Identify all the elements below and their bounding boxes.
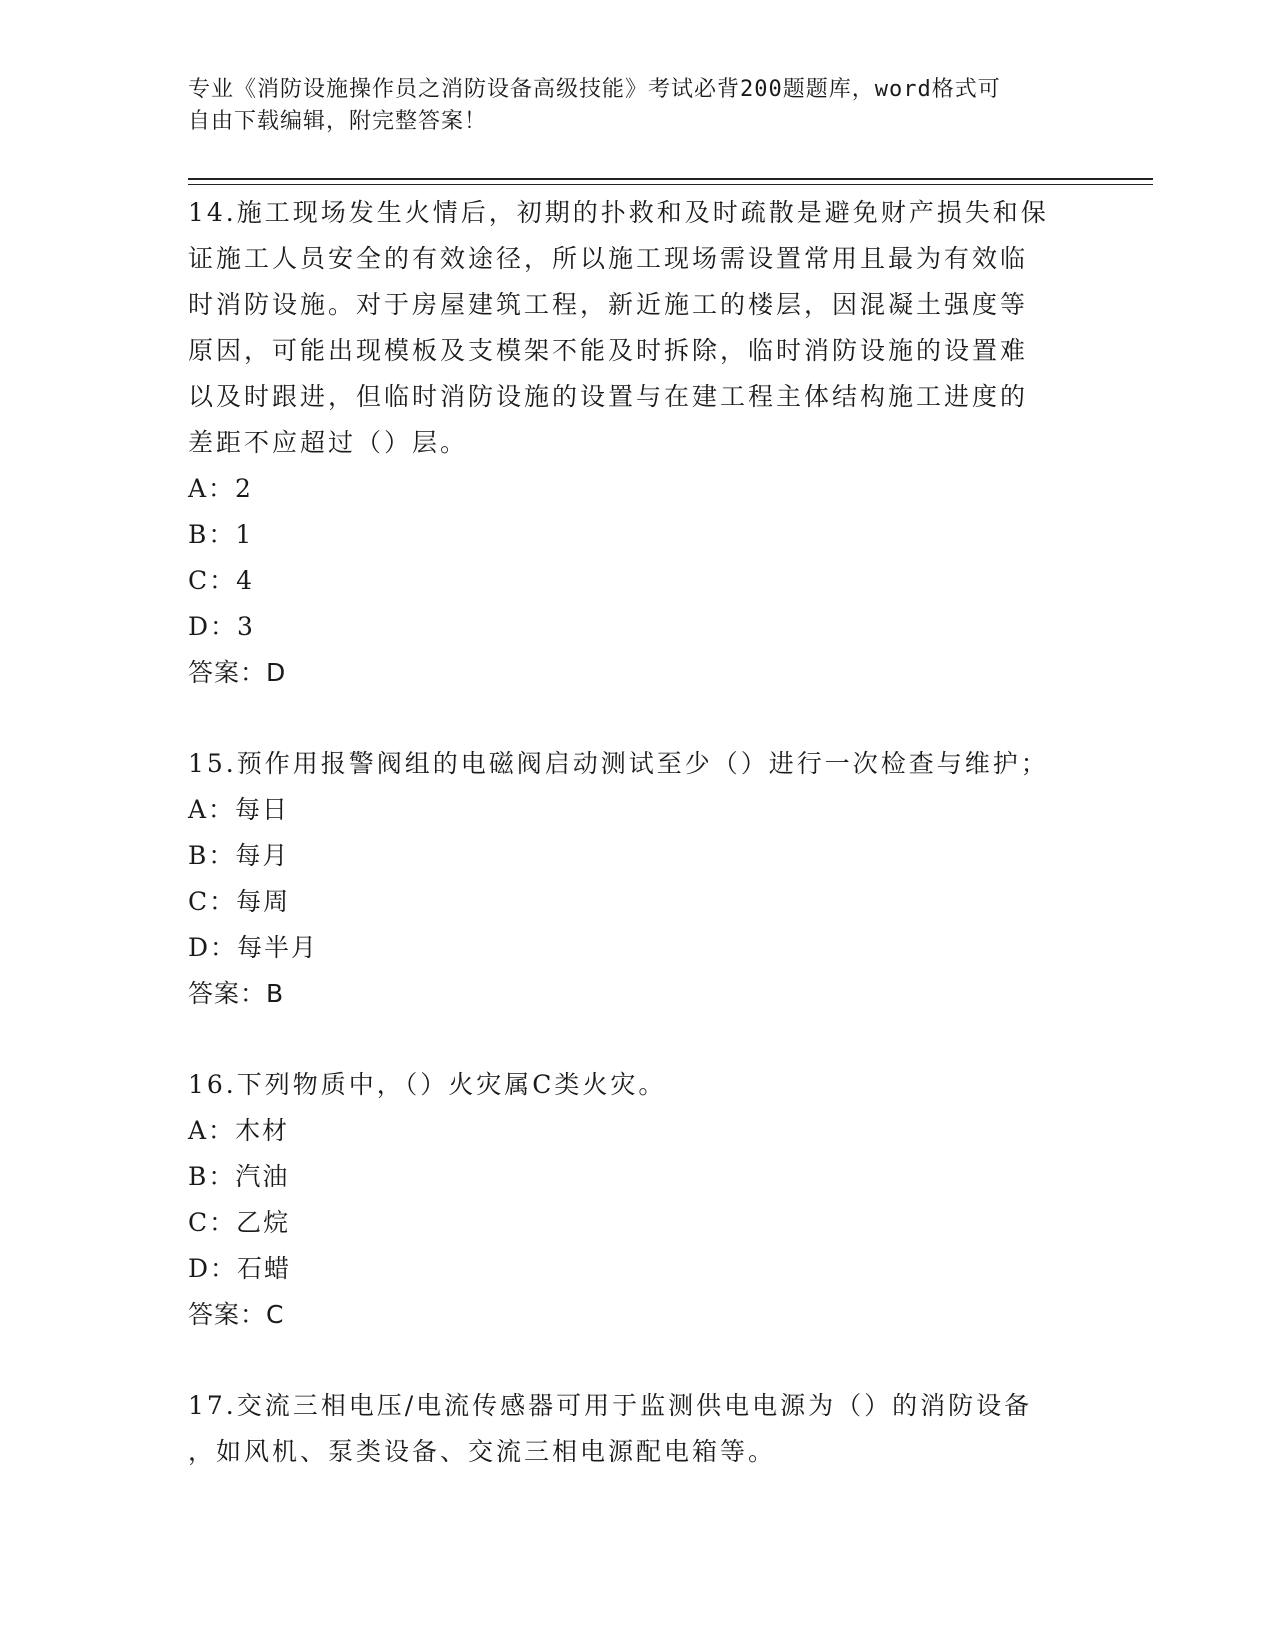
option-d: D：每半月 xyxy=(188,933,319,962)
question-text-line: 时消防设施。对于房屋建筑工程，新近施工的楼层，因混凝土强度等 xyxy=(188,290,1029,319)
answer: 答案：C xyxy=(188,1300,285,1329)
question-17 xyxy=(188,1383,1088,1475)
option-b: B：汽油 xyxy=(188,1162,290,1191)
question-list xyxy=(188,190,1088,1475)
question-16 xyxy=(188,1062,1088,1338)
question-text-line: 15.预作用报警阀组的电磁阀启动测试至少（）进行一次检查与维护； xyxy=(188,749,1049,778)
header-line-1: 专业《消防设施操作员之消防设备高级技能》考试必背200题题库，word格式可 xyxy=(188,77,1001,102)
question-text-line: 差距不应超过（）层。 xyxy=(188,428,469,457)
question-text-line: 以及时跟进，但临时消防设施的设置与在建工程主体结构施工进度的 xyxy=(188,382,1029,411)
question-14 xyxy=(188,190,1088,696)
header-line-2: 自由下载编辑，附完整答案！ xyxy=(188,109,488,134)
option-b: B：每月 xyxy=(188,841,290,870)
answer: 答案：B xyxy=(188,979,285,1008)
document-header xyxy=(188,74,1088,138)
option-c: C：乙烷 xyxy=(188,1208,291,1237)
question-text-line: 原因，可能出现模板及支模架不能及时拆除，临时消防设施的设置难 xyxy=(188,336,1029,365)
option-c: C：每周 xyxy=(188,887,291,916)
option-a: A：每日 xyxy=(188,795,290,824)
question-text-line: 17.交流三相电压/电流传感器可用于监测供电电源为（）的消防设备 xyxy=(188,1391,1033,1420)
answer: 答案：D xyxy=(188,658,287,687)
spacer xyxy=(188,1338,1088,1383)
question-text-line: 14.施工现场发生火情后，初期的扑救和及时疏散是避免财产损失和保 xyxy=(188,198,1049,227)
spacer xyxy=(188,1017,1088,1062)
header-divider-thin xyxy=(188,184,1153,185)
option-c: C：4 xyxy=(188,566,255,595)
spacer xyxy=(188,696,1088,741)
option-d: D：3 xyxy=(188,612,255,641)
question-15 xyxy=(188,741,1088,1017)
option-b: B：1 xyxy=(188,520,254,549)
question-text-line: 证施工人员安全的有效途径，所以施工现场需设置常用且最为有效临 xyxy=(188,244,1029,273)
question-text-line: 16.下列物质中，（）火灾属C类火灾。 xyxy=(188,1070,667,1099)
option-a: A：木材 xyxy=(188,1116,290,1145)
question-text-line: ，如风机、泵类设备、交流三相电源配电箱等。 xyxy=(188,1437,777,1466)
option-a: A：2 xyxy=(188,474,253,503)
header-divider-thick xyxy=(188,178,1153,180)
option-d: D：石蜡 xyxy=(188,1254,292,1283)
